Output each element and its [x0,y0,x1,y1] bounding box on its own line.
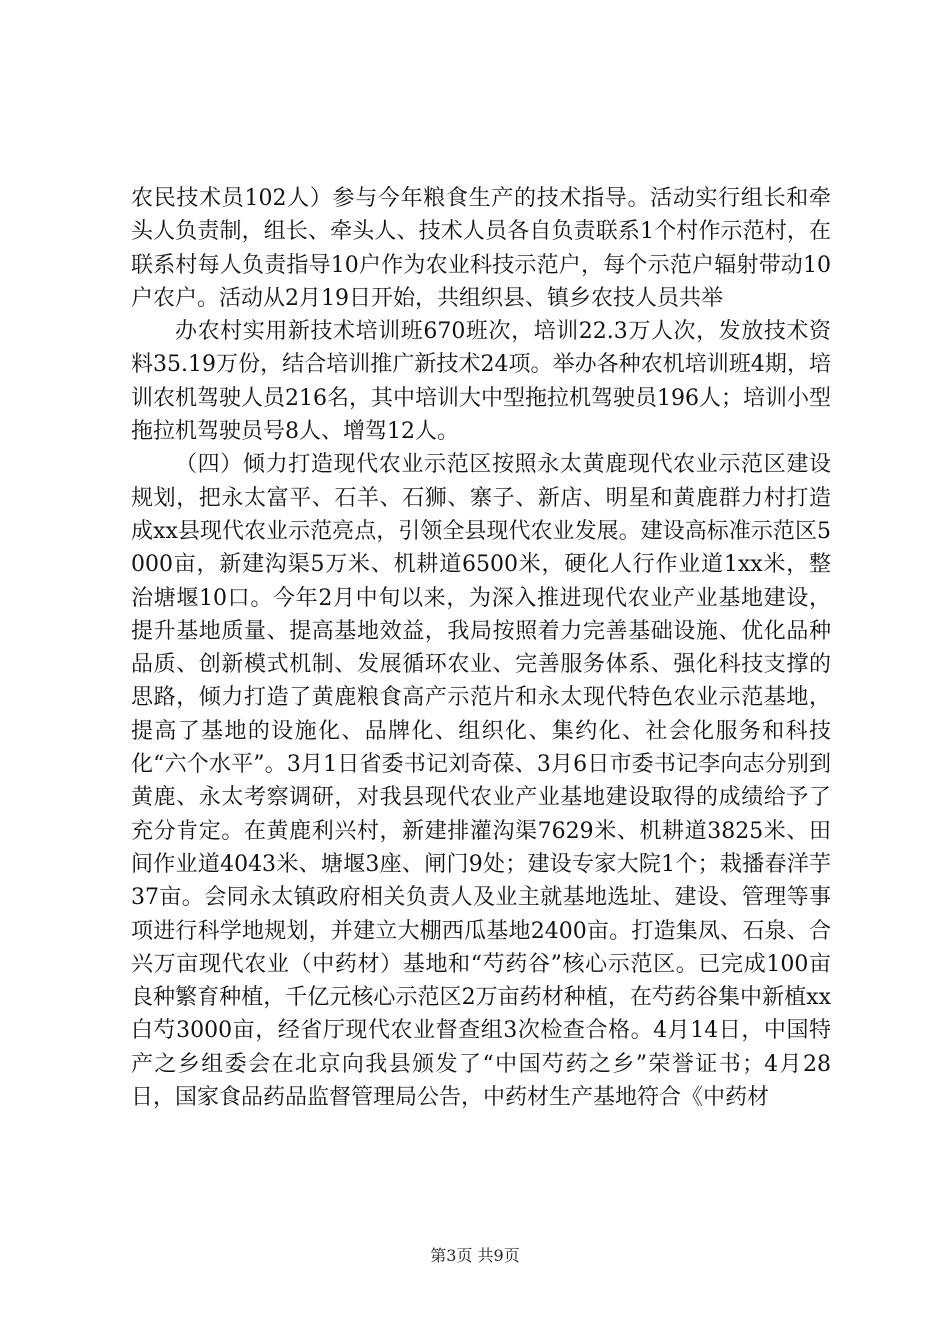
paragraph-2: 办农村实用新技术培训班670班次，培训22.3万人次，发放技术资料35.19万份，结合培训推广新技术24项。举办各种农机培训班4期，培训农机驾驶人员216名，其中培训大中型拖拉机驾驶员196人；培训小型拖拉机驾驶员号8人、增驾12人。 [131,319,831,445]
page-footer: 第3页 共9页 [430,1246,520,1265]
document-body [131,182,831,1114]
paragraph-3: （四）倾力打造现代农业示范区按照永太黄鹿现代农业示范区建设规划，把永太富平、石羊、石狮、寨子、新店、明星和黄鹿群力村打造成xx县现代农业示范亮点，引领全县现代农业发展。建设高标准示范区5000亩，新建沟渠5万米、机耕道6500米，硬化人行作业道1xx米，整治塘堰10口。今年2月中旬以来，为深入推进现代农业产业基地建设，提升基地质量、提高基地效益，我局按照着力完善基础设施、优化品种品质、创新模式机制、发展循环农业、完善服务体系、强化科技支撑的思路，倾力打造了黄鹿粮食高产示范片和永太现代特色农业示范基地，提高了基地的设施化、品牌化、组织化、集约化、社会化服务和科技化“六个水平”。3月1日省委书记刘奇葆、3月6日市委书记李向志分别到黄鹿、永太考察调研，对我县现代农业产业基地建设取得的成绩给予了充分肯定。在黄鹿利兴村，新建排灌沟渠7629米、机耕道3825米、田间作业道4043米、塘堰3座、闸门9处；建设专家大院1个；栽播春洋芋37亩。会同永太镇政府相关负责人及业主就基地选址、建设、管理等事项进行科学地规划，并建立大棚西瓜基地2400亩。打造集凤、石泉、合兴万亩现代农业（中药材）基地和“芍药谷”核心示范区。已完成100亩良种繁育种植，千亿元核心示范区2万亩药材种植，在芍药谷集中新植xx白芍3000亩，经省厅现代农业督查组3次检查合格。4月14日，中国特产之乡组委会在北京向我县颁发了“中国芍药之乡”荣誉证书；4月28日，国家食品药品监督管理局公告，中药材生产基地符合《中药材 [131,452,831,1111]
paragraph-1: 农民技术员102人）参与今年粮食生产的技术指导。活动实行组长和牵头人负责制，组长、牵头人、技术人员各自负责联系1个村作示范村，在联系村每人负责指导10户作为农业科技示范户，每个示范户辐射带动10户农户。活动从2月19日开始，共组织县、镇乡农技人员共举 [131,186,831,311]
